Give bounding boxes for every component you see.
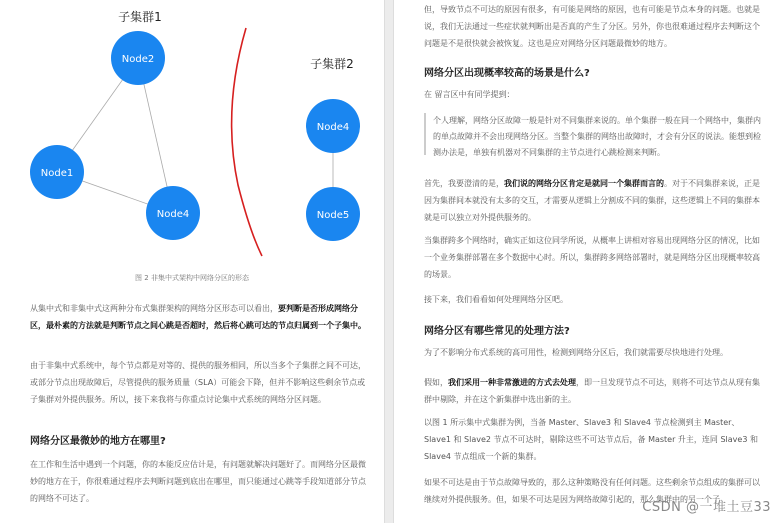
paragraph-emphasis: 我们采用一种非常激进的方式去处理 xyxy=(448,378,576,387)
section-heading: 网络分区最微妙的地方在哪里? xyxy=(30,436,166,447)
paragraph xyxy=(30,300,366,334)
quote-text: 个人理解，网络分区故障一般是针对不同集群来说的。单个集群一般在同一个网络中，集群内的单点故障并不会出现网络分区。当整个集群的网络出故障时，才会有分区的说法。能想到检测办法是，单独有机器对不同集群的主节点进行心跳检测来判断。 xyxy=(433,116,761,157)
node-label: Node2 xyxy=(121,54,155,65)
section-heading: 网络分区出现概率较高的场景是什么? xyxy=(424,68,590,79)
cluster-diagram xyxy=(0,0,384,272)
page-gutter xyxy=(384,0,394,523)
paragraph xyxy=(424,175,764,226)
node-node4-cluster1 xyxy=(146,186,200,240)
right-page xyxy=(394,0,779,523)
section-heading: 网络分区有哪些常见的处理方法? xyxy=(424,326,570,337)
paragraph: 在工作和生活中遇到一个问题，你的本能反应估计是，有问题就解决问题好了。而网络分区最微妙的地方在于，你很难通过程序去判断问题到底出在哪里，而只能通过心跳等手段知道部分节点的网络不可达了。 xyxy=(30,460,366,503)
paragraph-emphasis: 我们说的网络分区肯定是就同一个集群而言的 xyxy=(504,179,664,188)
paragraph-text: 。对于不同集群来说，正是因为集群间本就没有太多的交互，才需要从逻辑上分割成不同的集群，这些逻辑上不同的集群本就是可以独立对外提供服务的。 xyxy=(424,179,760,222)
paragraph: 由于非集中式系统中，每个节点都是对等的、提供的服务相同，所以当多个子集群之间不可达，或部分节点出现故障后，尽管提供的服务质量（SLA）可能会下降，但并不影响这些剩余节点或子集群对外提供服务。所以，接下来我将与你重点讨论集中式系统的网络分区问题。 xyxy=(30,361,366,404)
quote-block xyxy=(424,113,763,155)
partition-line xyxy=(232,28,262,256)
node-label: Node1 xyxy=(40,168,74,179)
node-node1 xyxy=(30,145,84,199)
paragraph: 如果不可达是由于节点故障导致的，那么这种策略没有任何问题。这些剩余节点组成的集群可以继续对外提供服务。但，如果不可达是因为网络故障引起的，那么集群中的另一个子 xyxy=(424,478,760,504)
left-page xyxy=(0,0,384,523)
node-label: Node5 xyxy=(316,210,350,221)
node-node4-cluster2 xyxy=(306,99,360,153)
paragraph xyxy=(424,374,764,408)
paragraph-text: 假如， xyxy=(424,378,448,387)
cluster2-label: 子集群2 xyxy=(310,57,354,71)
node-label: Node4 xyxy=(316,122,350,133)
paragraph: 但，导致节点不可达的原因有很多，有可能是网络的原因，也有可能是节点本身的问题。也就是说，我们无法通过一些症状就判断出是否真的产生了分区。另外，你也很难通过程序去判断这个问题是不是很快就会被恢复。这也是应对网络分区问题最微妙的地方。 xyxy=(424,5,760,48)
paragraph-emphasis: 要判断是否形成网络分区，最朴素的方法就是判断节点之间心跳是否超时，然后将心跳可达的节点归属到一个子集中。 xyxy=(30,304,366,330)
paragraph-text: 从集中式和非集中式这两种分布式集群架构的网络分区形态可以看出， xyxy=(30,304,278,313)
paragraph-text: 首先，我要澄清的是， xyxy=(424,179,504,188)
node-label: Node4 xyxy=(156,209,190,220)
paragraph: 在 留言区中有同学提到： xyxy=(424,90,515,99)
paragraph: 接下来，我们看看如何处理网络分区吧。 xyxy=(424,295,568,304)
node-node2 xyxy=(111,31,165,85)
csdn-watermark: CSDN @一堆土豆33 xyxy=(642,500,771,515)
figure-caption: 图 2 非集中式架构中网络分区的形态 xyxy=(135,274,249,282)
paragraph-text: ，即一旦发现节点不可达，则将不可达节点从现有集群中剔除，并在这个新集群中选出新的主。 xyxy=(424,378,760,404)
paragraph: 以图 1 所示集中式集群为例，当备 Master、Slave3 和 Slave4 节点检测到主 Master、Slave1 和 Slave2 节点不可达时，剔除这些不可达节点后，备 Master 升主，连同 Slave3 和 Slave4 节点组成一个新的集群。 xyxy=(424,418,758,461)
paragraph: 当集群跨多个网络时，确实正如这位同学所说，从概率上讲相对容易出现网络分区的情况，比如一个业务集群部署在多个数据中心时。所以，集群跨多网络部署时，就是网络分区出现概率较高的场景。 xyxy=(424,236,760,279)
cluster1-label: 子集群1 xyxy=(118,10,162,24)
paragraph: 为了不影响分布式系统的高可用性，检测到网络分区后，我们就需要尽快地进行处理。 xyxy=(424,348,728,357)
node-node5 xyxy=(306,187,360,241)
